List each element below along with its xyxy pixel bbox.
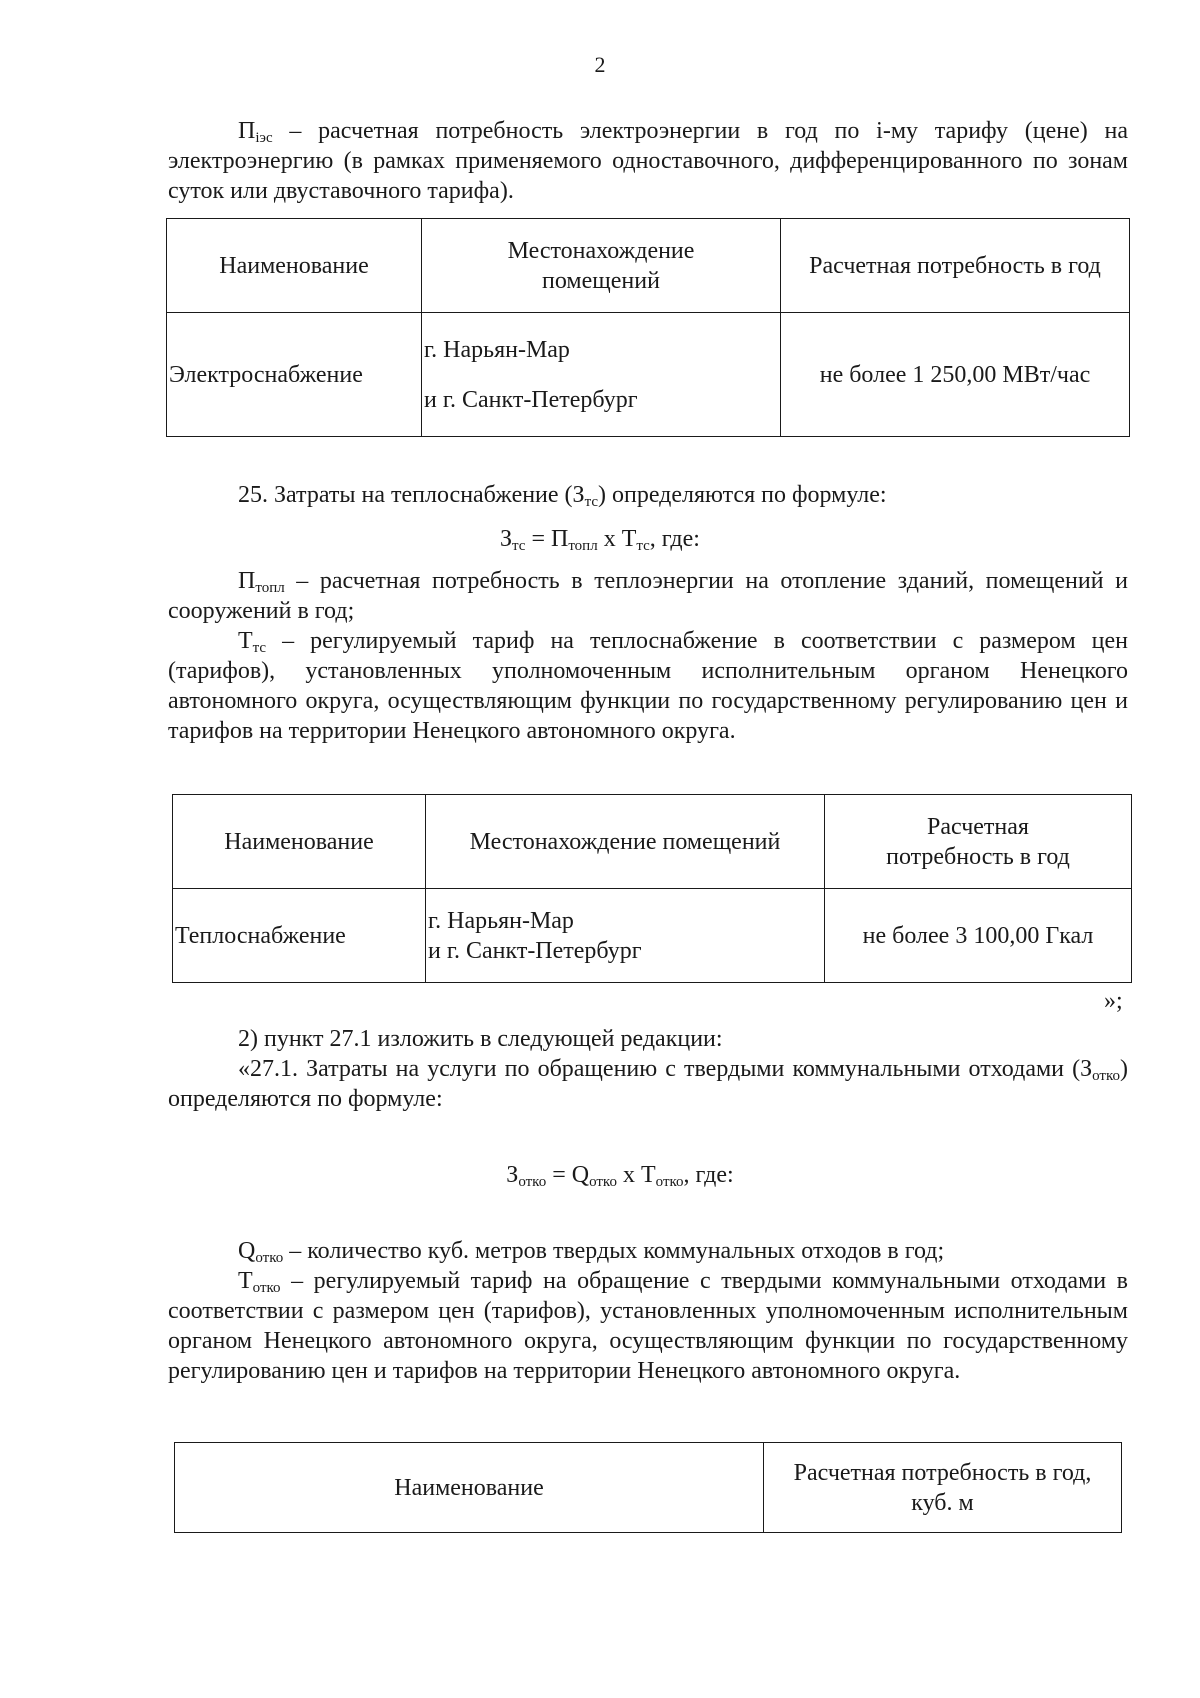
formula-25: $З_{тс} = П_{топл}$ x $Т_{тс}$, где:: [500, 526, 700, 554]
header-location: Местонахождение помещений: [422, 219, 781, 313]
closing-quote: »;: [1104, 988, 1123, 1014]
header-name: Наименование: [167, 219, 422, 313]
row-name: Теплоснабжение: [173, 889, 426, 983]
header-demand: Расчетная потребность в год: [781, 219, 1130, 313]
header-demand: Расчетная потребность в год, куб. м: [764, 1443, 1122, 1533]
table-row: [167, 313, 1130, 437]
header-name: Наименование: [173, 795, 426, 889]
symbol-subscript: іэс: [255, 130, 273, 146]
row-location: [426, 889, 825, 983]
header-location: Местонахождение помещений: [426, 795, 825, 889]
page-number: 2: [594, 52, 606, 77]
definition-totko: $Т_{отко}$ – регулируемый тариф на обращение с твердыми коммунальными отходами в соответствии с размером цен (тарифов), установленных уполномоченным исполнительным органом Ненецкого автономного округа, осуществляющим функции по государственному регулированию цен и тарифов на территории Ненецкого автономного округа.: [168, 1268, 1128, 1384]
item-2: 2) пункт 27.1 изложить в следующей редакции: «27.1. Затраты на услуги по обращению с твердыми коммунальными отходами $(З_{отко})$ определяются по формуле:: [168, 1026, 1128, 1112]
row-value: не более 1 250,00 МВт/час: [781, 313, 1130, 437]
electricity-table: [166, 218, 1130, 437]
waste-table: [174, 1442, 1122, 1533]
definition-qotko: $Q_{отко}$ – количество куб. метров твердых коммунальных отходов в год;: [238, 1238, 945, 1266]
section-25-heading: 25. Затраты на теплоснабжение $(З_{тс})$ определяются по формуле:: [238, 482, 887, 510]
location-line-2: и г. Санкт-Петербург: [424, 386, 638, 413]
header-name: Наименование: [175, 1443, 764, 1533]
table-row: [173, 889, 1132, 983]
table-header-row: [173, 795, 1132, 889]
row-name: Электроснабжение: [167, 313, 422, 437]
formula-27-1: $З_{отко} = Q_{отко}$ x $Т_{отко}$, где:: [506, 1162, 734, 1190]
intro-text: – расчетная потребность электроэнергии в год по і-му тарифу (цене) на электроэнергию (в рамках применяемого одноставочного, дифференцированного по зонам суток или двуставочного тарифа).: [168, 118, 1128, 204]
heat-table: [172, 794, 1132, 983]
row-value: не более 3 100,00 Гкал: [825, 889, 1132, 983]
table-header-row: [167, 219, 1130, 313]
header-demand: Расчетная потребность в год: [825, 795, 1132, 889]
definition-tts: $Т_{тс}$ – регулируемый тариф на теплоснабжение в соответствии с размером цен (тарифов), установленных уполномоченным исполнительным органом Ненецкого автономного округа, осуществляющим функции по государственному регулированию цен и тарифов на территории Ненецкого автономного округа.: [168, 628, 1128, 744]
location-line-1: г. Нарьян-Мар: [424, 336, 570, 363]
symbol: П: [238, 118, 256, 144]
location-line-2: и г. Санкт-Петербург: [428, 937, 642, 964]
intro-paragraph: [168, 116, 1128, 206]
table-header-row: [175, 1443, 1122, 1533]
definition-ptopl: $П_{топл}$ – расчетная потребность в теплоэнергии на отопление зданий, помещений и сооружений в год;: [168, 568, 1128, 624]
location-line-1: г. Нарьян-Мар: [428, 907, 574, 934]
row-location: [422, 313, 781, 437]
